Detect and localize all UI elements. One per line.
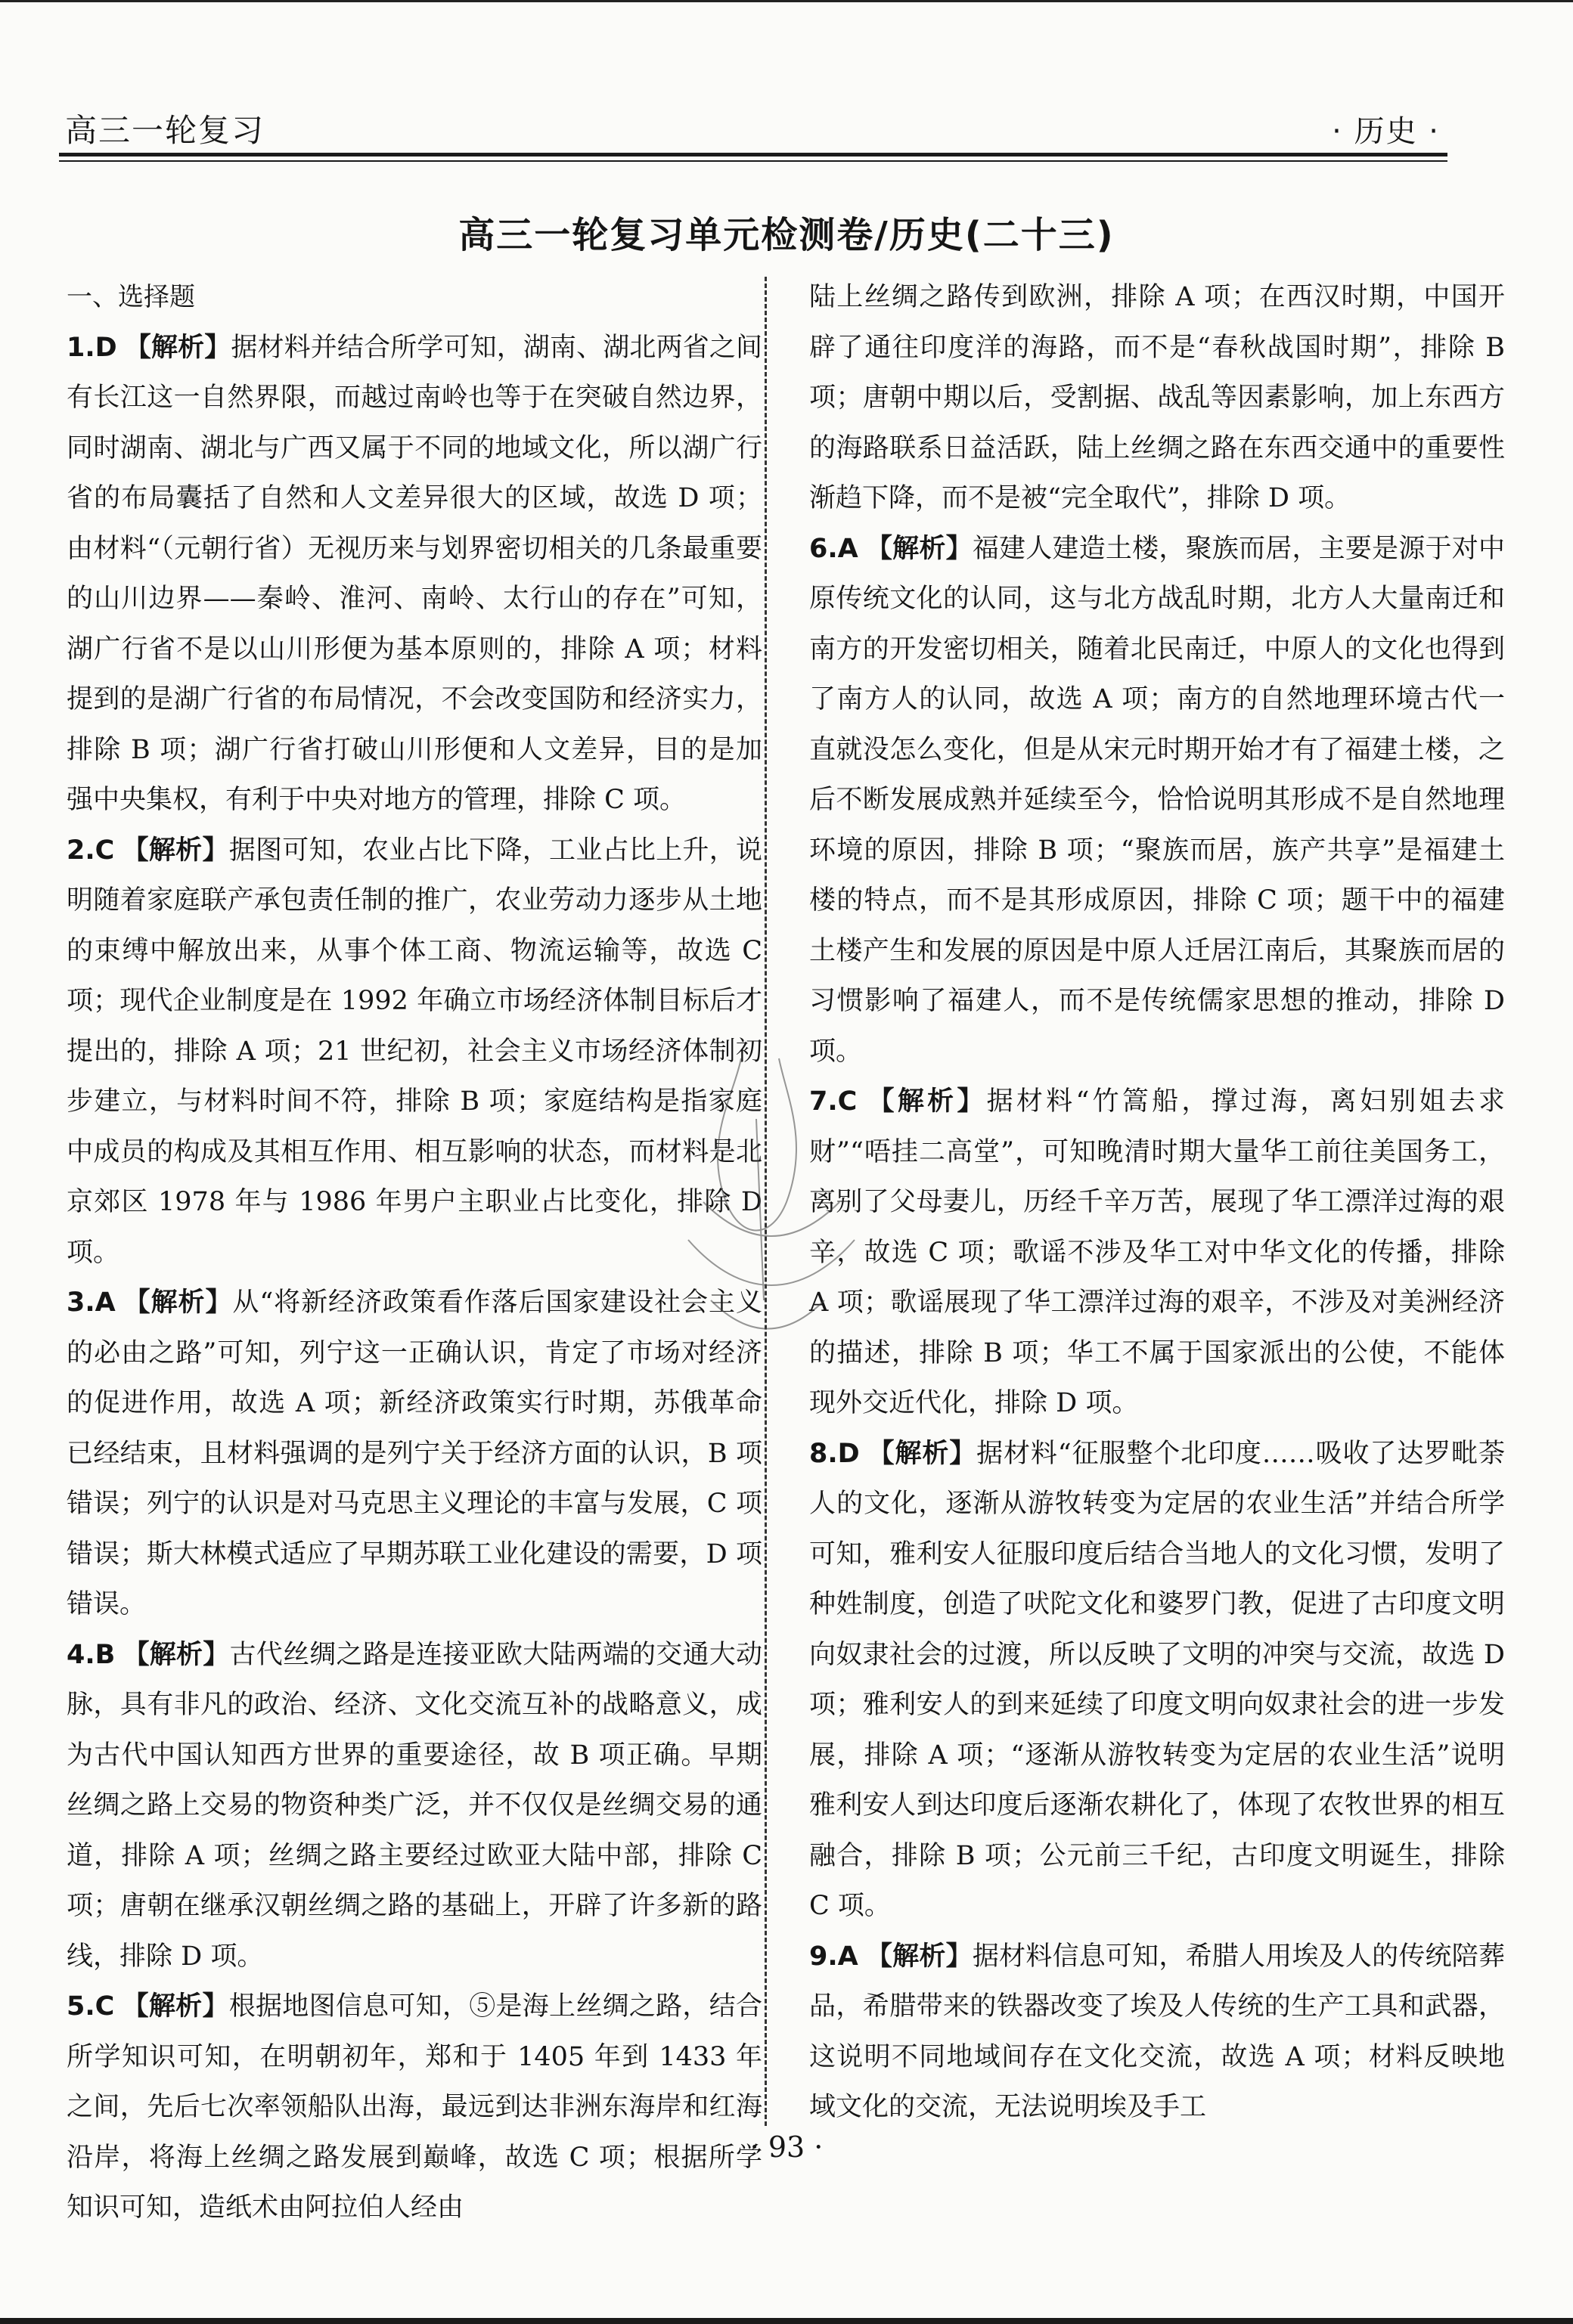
- answer-number: 3.A: [67, 1287, 116, 1318]
- page-number: · 93 ·: [749, 2130, 824, 2164]
- answer-explanation: 古代丝绸之路是连接亚欧大陆两端的交通大动脉，具有非凡的政治、经济、文化交流互补的战略意义，成为古代中国认知西方世界的重要途径，故 B 项正确。早期丝绸之路上交易的物资种类广泛，并不仅仅是丝绸交易的通道，排除 A 项；丝绸之路主要经过欧亚大陆中部，排除 C 项；唐朝在继承汉朝丝绸之路的基础上，开辟了许多新的路线，排除 D 项。: [67, 1639, 762, 1972]
- answer-item: [67, 1630, 762, 1982]
- header-rule-thin: [59, 160, 1447, 162]
- section-heading: 一、选择题: [67, 282, 195, 312]
- header-series-label: 高三一轮复习: [65, 112, 265, 149]
- analysis-tag: 【解析】: [123, 1639, 230, 1670]
- bottom-border: [0, 2318, 1573, 2324]
- answer-number: 1.D: [67, 332, 117, 363]
- analysis-tag: 【解析】: [867, 1438, 977, 1469]
- answer-number: 8.D: [809, 1438, 860, 1469]
- answer-item: [67, 323, 762, 826]
- analysis-tag: 【解析】: [865, 1941, 973, 1972]
- page-header: [59, 92, 1447, 160]
- answer-item: [809, 272, 1505, 524]
- answer-number: 9.A: [809, 1941, 858, 1972]
- answer-explanation: 据材料信息可知，希腊人用埃及人的传统陪葬品，希腊带来的铁器改变了埃及人传统的生产工具和武器，这说明不同地域间存在文化交流，故选 A 项；材料反映地域文化的交流，无法说明埃及手工: [809, 1941, 1505, 2122]
- answer-explanation: 从“将新经济政策看作落后国家建设社会主义的必由之路”可知，列宁这一正确认识，肯定了市场对经济的促进作用，故选 A 项；新经济政策实行时期，苏俄革命已经结束，且材料强调的是列宁关于经济方面的认识，B 项错误；列宁的认识是对马克思主义理论的丰富与发展，C 项错误；斯大林模式适应了早期苏联工业化建设的需要，D 项错误。: [67, 1287, 762, 1619]
- answer-number: 7.C: [809, 1086, 858, 1117]
- analysis-tag: 【解析】: [123, 1287, 233, 1318]
- answer-explanation: 据材料“竹篙船，撑过海，离妇别姐去求财”“唔挂二高堂”，可知晚清时期大量华工前往美国务工，离别了父母妻儿，历经千辛万苦，展现了华工漂洋过海的艰辛，故选 C 项；歌谣不涉及华工对中华文化的传播，排除 A 项；歌谣展现了华工漂洋过海的艰辛，不涉及对美洲经济的描述，排除 B 项；华工不属于国家派出的公使，不能体现外交近代化，排除 D 项。: [809, 1086, 1505, 1418]
- analysis-tag: 【解析】: [122, 835, 229, 866]
- analysis-tag: 【解析】: [122, 1991, 229, 2022]
- answer-number: 2.C: [67, 835, 115, 866]
- answer-item: [809, 1077, 1505, 1429]
- answer-number: 4.B: [67, 1639, 116, 1670]
- analysis-tag: 【解析】: [864, 1086, 987, 1117]
- document-title: 高三一轮复习单元检测卷/历史(二十三): [458, 214, 1115, 256]
- analysis-tag: 【解析】: [124, 332, 231, 363]
- header-rule: [59, 153, 1447, 156]
- answer-number: 6.A: [809, 533, 858, 564]
- scan-watermark-mark: [658, 1051, 870, 1368]
- answer-explanation: 据图可知，农业占比下降，工业占比上升，说明随着家庭联产承包责任制的推广，农业劳动力逐步从土地的束缚中解放出来，从事个体工商、物流运输等，故选 C 项；现代企业制度是在 1992 年确立市场经济体制目标后才提出的，排除 A 项；21 世纪初，社会主义市场经济体制初步建立，与材料时间不符，排除 B 项；家庭结构是指家庭中成员的构成及其相互作用、相互影响的状态，而材料是北京郊区 1978 年与 1986 年男户主职业占比变化，排除 D 项。: [67, 835, 762, 1268]
- answer-explanation: 据材料“征服整个北印度……吸收了达罗毗荼人的文化，逐渐从游牧转变为定居的农业生活”并结合所学可知，雅利安人征服印度后结合当地人的文化习惯，发明了种姓制度，创造了吠陀文化和婆罗门教，促进了古印度文明向奴隶社会的过渡，所以反映了文明的冲突与交流，故选 D 项；雅利安人的到来延续了印度文明向奴隶社会的进一步发展，排除 A 项；“逐渐从游牧转变为定居的农业生活”说明雅利安人到达印度后逐渐农耕化了，体现了农牧世界的相互融合，排除 B 项；公元前三千纪，古印度文明诞生，排除 C 项。: [809, 1438, 1505, 1921]
- header-subject-label: · 历史 ·: [1332, 114, 1440, 149]
- answer-item: [809, 1932, 1505, 2133]
- analysis-tag: 【解析】: [865, 533, 973, 564]
- answer-item: [67, 1982, 762, 2233]
- answer-explanation: 福建人建造土楼，聚族而居，主要是源于对中原传统文化的认同，这与北方战乱时期，北方人大量南迁和南方的开发密切相关，随着北民南迁，中原人的文化也得到了南方人的认同，故选 A 项；南方的自然地理环境古代一直就没怎么变化，但是从宋元时期开始才有了福建土楼，之后不断发展成熟并延续至今，恰恰说明其形成不是自然地理环境的原因，排除 B 项；“聚族而居，族产共享”是福建土楼的特点，而不是其形成原因，排除 C 项；题干中的福建土楼产生和发展的原因是中原人迁居江南后，其聚族而居的习惯影响了福建人，而不是传统儒家思想的推动，排除 D 项。: [809, 533, 1505, 1067]
- answer-item: [809, 524, 1505, 1077]
- answer-number: 5.C: [67, 1991, 115, 2022]
- answer-explanation: 陆上丝绸之路传到欧洲，排除 A 项；在西汉时期，中国开辟了通往印度洋的海路，而不是“春秋战国时期”，排除 B 项；唐朝中期以后，受割据、战乱等因素影响，加上东西方的海路联系日益活跃，陆上丝绸之路在东西交通中的重要性渐趋下降，而不是被“完全取代”，排除 D 项。: [809, 282, 1505, 513]
- answer-explanation: 根据地图信息可知，⑤是海上丝绸之路，结合所学知识可知，在明朝初年，郑和于 1405 年到 1433 年之间，先后七次率领船队出海，最远到达非洲东海岸和红海沿岸，将海上丝绸之路发展到巅峰，故选 C 项；根据所学知识可知，造纸术由阿拉伯人经由: [67, 1991, 762, 2223]
- right-column: [809, 272, 1505, 2133]
- answer-item: [809, 1429, 1505, 1932]
- top-border: [0, 0, 1573, 2]
- answer-explanation: 据材料并结合所学可知，湖南、湖北两省之间有长江这一自然界限，而越过南岭也等于在突破自然边界，同时湖南、湖北与广西又属于不同的地域文化，所以湖广行省的布局囊括了自然和人文差异很大的区域，故选 D 项；由材料“（元朝行省）无视历来与划界密切相关的几条最重要的山川边界——秦岭、淮河、南岭、太行山的存在”可知，湖广行省不是以山川形便为基本原则的，排除 A 项；材料提到的是湖广行省的布局情况，不会改变国防和经济实力，排除 B 项；湖广行省打破山川形便和人文差异，目的是加强中央集权，有利于中央对地方的管理，排除 C 项。: [67, 332, 762, 815]
